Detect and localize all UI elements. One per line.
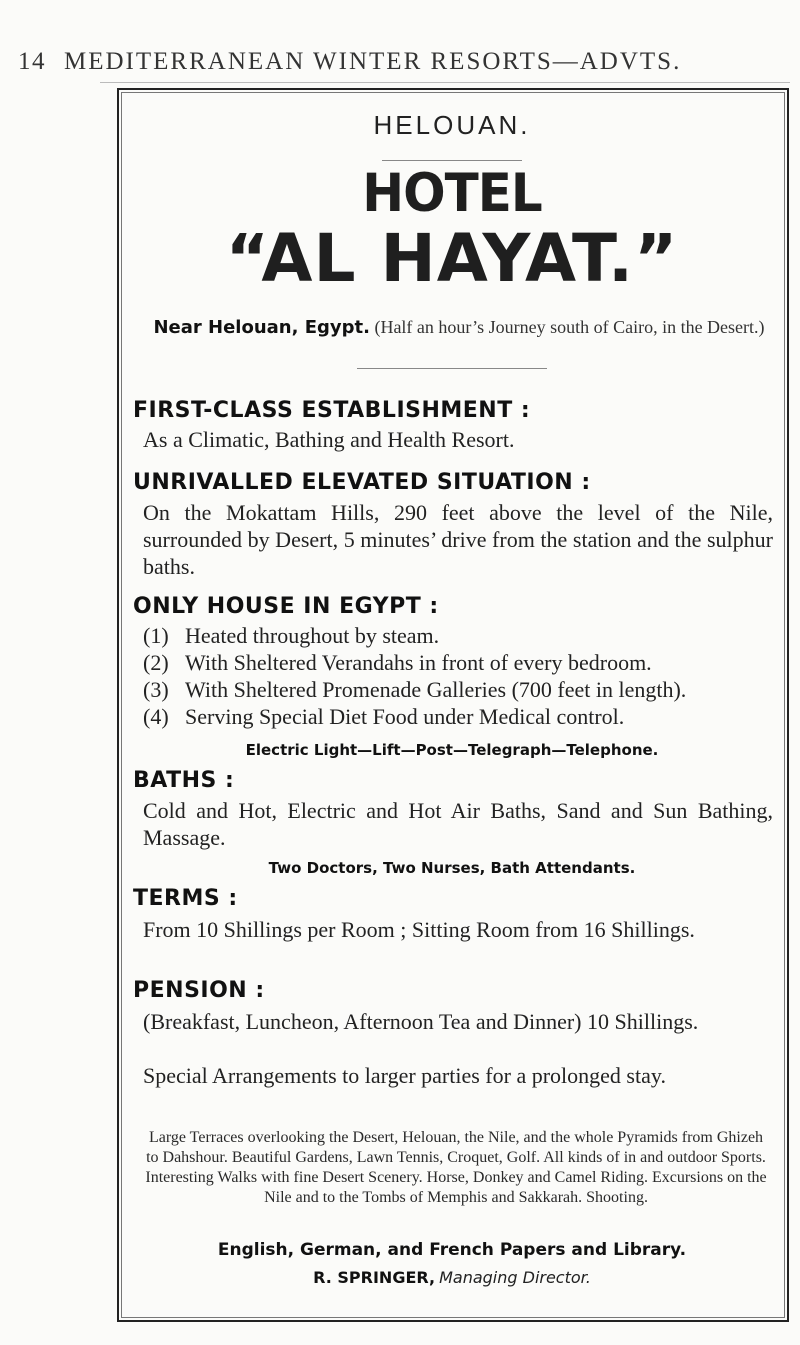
section-divider <box>357 368 547 369</box>
page-number: 14 <box>18 48 46 75</box>
title-divider <box>382 160 522 161</box>
hotel-label: HOTEL <box>362 162 542 224</box>
baths-text: Cold and Hot, Electric and Hot Air Baths, Sand and Sun Bathing, Massage. <box>143 798 773 850</box>
situation-text: On the Mokattam Hills, 290 feet above the level of the Nile, surrounded by Desert, 5 minutes’ drive from the station and the sulphur baths. <box>143 500 773 579</box>
papers-line: English, German, and French Papers and Library. <box>217 1240 687 1260</box>
item-number: (4) <box>143 704 169 729</box>
heading-baths: BATHS : <box>133 768 235 793</box>
location-line <box>139 316 779 339</box>
item-text: With Sheltered Verandahs in front of every bedroom. <box>185 650 652 675</box>
terms-text: From 10 Shillings per Room ; Sitting Room from 16 Shillings. <box>143 917 695 942</box>
only-house-list <box>143 623 773 731</box>
heading-only-house: ONLY HOUSE IN EGYPT : <box>133 594 439 619</box>
item-text: With Sheltered Promenade Galleries (700 feet in length). <box>185 677 687 702</box>
signoff <box>127 1268 777 1288</box>
running-title: MEDITERRANEAN WINTER RESORTS—ADVTS. <box>64 48 682 75</box>
heading-terms: TERMS : <box>133 886 238 911</box>
list-item <box>143 650 773 676</box>
heading-first-class: FIRST-CLASS ESTABLISHMENT : <box>133 398 531 423</box>
list-item <box>143 704 773 730</box>
item-number: (3) <box>143 677 169 702</box>
first-class-text: As a Climatic, Bathing and Health Resort. <box>143 427 515 452</box>
director-role: Managing Director. <box>439 1268 591 1287</box>
heading-situation: UNRIVALLED ELEVATED SITUATION : <box>133 470 591 495</box>
heading-pension: PENSION : <box>133 978 265 1003</box>
item-text: Heated throughout by steam. <box>185 623 440 648</box>
place-heading: HELOUAN. <box>373 110 531 140</box>
header-divider <box>100 82 790 83</box>
location: Near Helouan, Egypt. <box>153 317 370 338</box>
director-name: R. SPRINGER, <box>313 1268 436 1287</box>
amenities-line: Electric Light—Lift—Post—Telegraph—Telephone. <box>245 741 659 759</box>
item-number: (1) <box>143 623 169 648</box>
location-note: (Half an hour’s Journey south of Cairo, in the Desert.) <box>374 317 765 337</box>
hotel-name: “AL HAYAT.” <box>225 220 679 297</box>
staff-line: Two Doctors, Two Nurses, Bath Attendants. <box>268 859 636 877</box>
description-text: Large Terraces overlooking the Desert, Helouan, the Nile, and the whole Pyramids from Ghizeh to Dahshour. Beautiful Gardens, Lawn Tennis, Croquet, Golf. All kinds of in and outdoor Sports. Interesting Walks with fine Desert Scenery. Horse, Donkey and Camel Riding. Excursions on the Nile and to the Tombs of Memphis and Sakkarah. Shooting. <box>145 1129 767 1206</box>
list-item <box>143 677 773 703</box>
pension-text: (Breakfast, Luncheon, Afternoon Tea and Dinner) 10 Shillings. <box>143 1009 699 1034</box>
item-text: Serving Special Diet Food under Medical control. <box>185 704 625 729</box>
pension-text-2: Special Arrangements to larger parties for a prolonged stay. <box>143 1063 666 1088</box>
item-number: (2) <box>143 650 169 675</box>
list-item <box>143 623 773 649</box>
advertisement-frame <box>117 88 789 1322</box>
